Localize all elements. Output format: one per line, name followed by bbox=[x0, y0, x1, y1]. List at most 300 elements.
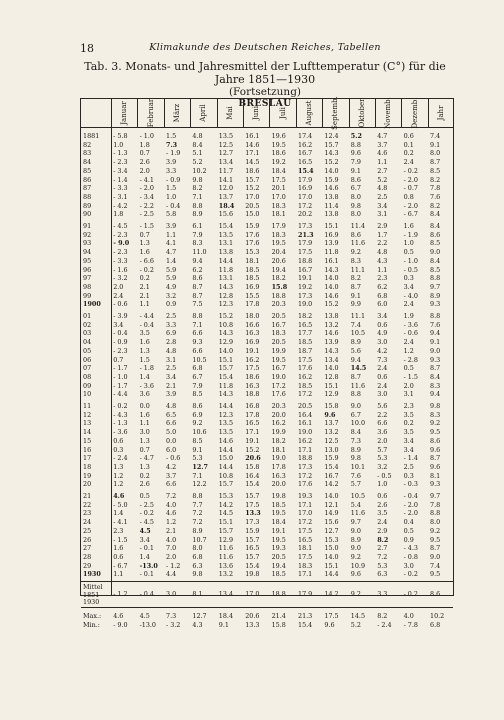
table-cell: 2.0 bbox=[139, 166, 150, 175]
table-cell: 12.5 bbox=[324, 436, 339, 445]
table-cell: 9.2 bbox=[430, 419, 441, 428]
table-cell: - 3.3 bbox=[113, 256, 128, 265]
table-cell: - 1.9 bbox=[166, 149, 181, 158]
table-cell: 18.5 bbox=[271, 570, 286, 579]
table-cell: 15.6 bbox=[324, 518, 339, 527]
table-cell: 10.0 bbox=[350, 419, 366, 428]
table-cell: 4.0 bbox=[166, 500, 177, 509]
table-cell: 18.4 bbox=[218, 201, 235, 210]
table-cell: 7.5 bbox=[192, 300, 203, 309]
row-year-label: 93 bbox=[83, 239, 92, 248]
table-cell: 9.1 bbox=[430, 338, 441, 347]
table-cell: 7.1 bbox=[192, 320, 203, 329]
table-cell: 11.7 bbox=[218, 166, 234, 175]
caption-continuation: (Fortsetzung) bbox=[228, 86, 302, 98]
table-cell: - 0.1 bbox=[139, 544, 154, 553]
table-cell: 9.2 bbox=[350, 248, 361, 257]
table-cell: 1.6 bbox=[139, 410, 150, 419]
table-cell: 0.4 bbox=[403, 518, 414, 527]
table-cell: 2.9 bbox=[377, 526, 388, 535]
table-cell: 11.1 bbox=[350, 265, 366, 274]
mean-cell: 9.2 bbox=[350, 590, 361, 598]
table-cell: 18.4 bbox=[271, 518, 286, 527]
table-cell: 16.7 bbox=[298, 265, 313, 274]
table-cell: 9.8 bbox=[350, 454, 361, 463]
table-cell: 16.1 bbox=[245, 132, 260, 140]
table-cell: 8.5 bbox=[430, 265, 441, 274]
mean-cell: - 0.4 bbox=[139, 590, 154, 598]
max-cell: 4.5 bbox=[139, 612, 150, 620]
table-cell: 18.3 bbox=[298, 561, 313, 570]
header-divider bbox=[428, 99, 429, 127]
header-divider bbox=[190, 99, 191, 127]
table-cell: 6.5 bbox=[166, 410, 177, 419]
table-cell: 15.7 bbox=[218, 526, 234, 535]
table-cell: 4.8 bbox=[166, 402, 177, 410]
table-cell: 11.1 bbox=[350, 312, 366, 320]
table-cell: 12.8 bbox=[218, 291, 234, 300]
column-header bbox=[375, 99, 401, 127]
table-cell: 9.6 bbox=[430, 462, 441, 471]
table-cell: 16.8 bbox=[245, 402, 260, 410]
table-cell: 9.8 bbox=[192, 570, 203, 579]
table-cell: 9.8 bbox=[430, 402, 441, 410]
table-cell: 16.7 bbox=[298, 149, 313, 158]
row-year-label: 26 bbox=[83, 535, 92, 544]
table-cell: 14.6 bbox=[324, 184, 339, 193]
table-cell: 4.9 bbox=[166, 282, 177, 291]
row-year-label: 96 bbox=[83, 265, 92, 274]
table-cell: 4.3 bbox=[377, 256, 388, 265]
table-cell: 10.9 bbox=[350, 561, 366, 570]
table-cell: 17.1 bbox=[298, 500, 313, 509]
table-cell: 16.5 bbox=[245, 419, 260, 428]
table-cell: 8.5 bbox=[192, 436, 203, 445]
row-year-label: 02 bbox=[83, 320, 92, 329]
table-cell: 8.4 bbox=[430, 210, 441, 219]
table-cell: 11.6 bbox=[350, 381, 366, 390]
table-cell: 8.5 bbox=[430, 166, 441, 175]
table-cell: 15.1 bbox=[218, 355, 234, 364]
table-cell: - 4.3 bbox=[113, 410, 128, 419]
table-cell: 17.2 bbox=[298, 201, 313, 210]
table-cell: 13.7 bbox=[324, 419, 339, 428]
table-cell: 14.5 bbox=[350, 364, 367, 373]
table-cell: 5.2 bbox=[350, 132, 362, 140]
table-cell: 2.3 bbox=[377, 274, 388, 283]
table-cell: 9.3 bbox=[430, 480, 441, 489]
table-cell: 9.1 bbox=[192, 445, 203, 454]
max-cell: 18.4 bbox=[218, 612, 234, 620]
table-cell: 8.0 bbox=[350, 210, 361, 219]
min-row-label: Min.: bbox=[83, 621, 100, 629]
table-cell: 13.1 bbox=[218, 274, 234, 283]
column-header-label: Februar bbox=[146, 98, 155, 128]
table-cell: 10.8 bbox=[218, 320, 234, 329]
table-cell: 17.5 bbox=[298, 526, 313, 535]
table-cell: 8.7 bbox=[430, 454, 441, 463]
table-cell: 0.7 bbox=[139, 445, 150, 454]
table-cell: 20.5 bbox=[271, 338, 286, 347]
table-cell: 15.0 bbox=[245, 210, 260, 219]
table-cell: 0.2 bbox=[139, 471, 150, 480]
row-year-label: 25 bbox=[83, 526, 92, 535]
table-cell: 15.1 bbox=[324, 561, 339, 570]
table-cell: 13.2 bbox=[218, 570, 234, 579]
table-cell: 9.0 bbox=[350, 544, 361, 553]
table-cell: 9.0 bbox=[350, 526, 361, 535]
table-cell: 17.5 bbox=[271, 175, 286, 184]
row-year-label: 03 bbox=[83, 329, 92, 338]
table-cell: 2.2 bbox=[377, 239, 388, 248]
table-cell: 16.9 bbox=[245, 338, 260, 347]
table-cell: 8.5 bbox=[430, 239, 441, 248]
mean-cell: 8.1 bbox=[192, 590, 203, 598]
table-cell: 15.8 bbox=[271, 282, 288, 291]
table-cell: 10.1 bbox=[350, 462, 366, 471]
table-cell: 6.7 bbox=[192, 372, 203, 381]
table-cell: 18.3 bbox=[271, 329, 286, 338]
table-cell: 8.1 bbox=[430, 471, 441, 480]
column-divider bbox=[111, 99, 112, 595]
table-cell: 18.8 bbox=[271, 291, 286, 300]
table-cell: 1.6 bbox=[113, 544, 124, 553]
table-cell: 1.8 bbox=[113, 210, 124, 219]
table-cell: 19.3 bbox=[298, 492, 313, 500]
table-cell: 0.7 bbox=[139, 149, 150, 158]
mean-cell: 17.0 bbox=[245, 590, 260, 598]
table-cell: 9.3 bbox=[430, 355, 441, 364]
temperature-table bbox=[80, 96, 454, 629]
table-cell: 8.4 bbox=[192, 140, 203, 149]
table-cell: - 4.4 bbox=[139, 312, 154, 320]
table-cell: 15.1 bbox=[324, 381, 339, 390]
table-cell: 14.6 bbox=[324, 329, 339, 338]
table-cell: 14.6 bbox=[324, 291, 339, 300]
table-cell: 1.1 bbox=[377, 265, 388, 274]
table-cell: 8.7 bbox=[430, 364, 441, 373]
table-cell: 4.6 bbox=[377, 149, 388, 158]
table-cell: 3.5 bbox=[403, 428, 414, 437]
table-cell: 16.9 bbox=[298, 184, 313, 193]
table-cell: - 3.4 bbox=[139, 192, 154, 201]
table-cell: 7.9 bbox=[350, 158, 361, 167]
table-cell: 1.0 bbox=[403, 239, 414, 248]
table-cell: - 2.3 bbox=[113, 158, 128, 167]
table-cell: 1.3 bbox=[139, 239, 150, 248]
table-cell: 11.8 bbox=[324, 248, 339, 257]
table-cell: 8.9 bbox=[350, 445, 361, 454]
table-cell: 17.3 bbox=[298, 222, 313, 230]
table-cell: 8.8 bbox=[192, 492, 203, 500]
table-cell: 1.4 bbox=[113, 509, 124, 518]
table-cell: 19.1 bbox=[271, 526, 286, 535]
table-cell: 13.5 bbox=[218, 132, 234, 140]
table-cell: 0.6 bbox=[113, 552, 124, 561]
table-cell: 12.7 bbox=[218, 149, 234, 158]
table-cell: 14.0 bbox=[324, 492, 339, 500]
table-cell: 0.2 bbox=[139, 274, 150, 283]
max-cell: 10.2 bbox=[430, 612, 445, 620]
mean-cell: - 0.2 bbox=[403, 590, 418, 598]
table-cell: 13.5 bbox=[218, 230, 234, 239]
row-year-label: 17 bbox=[83, 454, 92, 463]
table-cell: 6.8 bbox=[377, 291, 388, 300]
table-cell: 16.1 bbox=[298, 419, 313, 428]
table-cell: 15.3 bbox=[245, 248, 260, 257]
table-cell: 7.1 bbox=[192, 471, 203, 480]
table-cell: 8.0 bbox=[350, 192, 361, 201]
table-cell: 8.4 bbox=[430, 256, 441, 265]
table-cell: - 1.4 bbox=[403, 454, 418, 463]
column-header-label: August bbox=[304, 100, 313, 126]
table-cell: 5.7 bbox=[350, 480, 361, 489]
table-cell: 0.6 bbox=[377, 320, 388, 329]
table-cell: 3.4 bbox=[166, 372, 177, 381]
table-cell: 16.2 bbox=[271, 419, 286, 428]
table-cell: 7.2 bbox=[192, 518, 203, 527]
column-header-label: Mai bbox=[225, 106, 234, 120]
table-cell: 8.0 bbox=[192, 544, 203, 553]
table-cell: 1.4 bbox=[139, 372, 150, 381]
table-cell: - 4.1 bbox=[139, 175, 154, 184]
table-cell: 8.4 bbox=[430, 222, 441, 230]
table-cell: 14.0 bbox=[218, 346, 234, 355]
table-cell: 14.4 bbox=[218, 256, 234, 265]
row-year-label: 84 bbox=[83, 158, 92, 167]
table-cell: 3.4 bbox=[377, 312, 388, 320]
row-year-label: 16 bbox=[83, 445, 92, 454]
table-cell: 15.7 bbox=[324, 140, 339, 149]
table-cell: 1.7 bbox=[377, 230, 388, 239]
table-cell: 1.2 bbox=[113, 471, 124, 480]
table-cell: 9.0 bbox=[350, 402, 361, 410]
table-cell: - 0.4 bbox=[113, 329, 128, 338]
table-cell: 8.4 bbox=[430, 372, 441, 381]
table-cell: 7.2 bbox=[166, 492, 177, 500]
table-cell: 19.1 bbox=[298, 274, 313, 283]
table-cell: 0.6 bbox=[403, 132, 414, 140]
table-cell: - 1.9 bbox=[403, 230, 418, 239]
table-cell: 5.1 bbox=[192, 149, 203, 158]
row-year-label: 85 bbox=[83, 166, 92, 175]
table-cell: 1.1 bbox=[113, 570, 124, 579]
table-cell: 7.4 bbox=[350, 320, 361, 329]
table-cell: 1.8 bbox=[139, 140, 150, 149]
table-cell: 17.9 bbox=[298, 239, 313, 248]
min-cell: - 2.4 bbox=[377, 621, 392, 629]
row-year-label: 89 bbox=[83, 201, 92, 210]
table-cell: 13.8 bbox=[324, 312, 339, 320]
table-cell: - 0.5 bbox=[403, 265, 418, 274]
table-cell: - 0.2 bbox=[139, 265, 154, 274]
table-cell: 13.8 bbox=[324, 192, 339, 201]
table-cell: 17.5 bbox=[298, 355, 313, 364]
table-cell: 15.1 bbox=[218, 518, 234, 527]
table-cell: 7.4 bbox=[430, 561, 441, 570]
table-cell: 4.8 bbox=[166, 346, 177, 355]
column-header bbox=[137, 99, 163, 127]
header-divider bbox=[269, 99, 270, 127]
table-cell: 9.7 bbox=[430, 282, 441, 291]
table-cell: 15.2 bbox=[218, 312, 234, 320]
row-year-label: 04 bbox=[83, 338, 92, 347]
table-cell: 11.6 bbox=[350, 509, 366, 518]
table-cell: 2.0 bbox=[377, 436, 388, 445]
table-cell: 18.5 bbox=[298, 338, 313, 347]
table-cell: 20.5 bbox=[271, 312, 286, 320]
row-year-label: 27 bbox=[83, 544, 92, 553]
table-cell: 6.0 bbox=[377, 300, 388, 309]
table-cell: 16.3 bbox=[245, 381, 260, 390]
table-cell: 6.6 bbox=[192, 346, 203, 355]
table-cell: 6.8 bbox=[192, 364, 203, 373]
table-cell: 5.3 bbox=[192, 454, 203, 463]
table-cell: 12.7 bbox=[324, 526, 339, 535]
table-cell: - 5.0 bbox=[113, 500, 128, 509]
table-cell: 0.9 bbox=[403, 535, 414, 544]
table-cell: 3.0 bbox=[377, 338, 388, 347]
min-cell: - 9.0 bbox=[113, 621, 128, 629]
table-cell: 15.3 bbox=[218, 492, 234, 500]
table-cell: 19.5 bbox=[271, 355, 286, 364]
column-header-label: Oktober bbox=[357, 98, 366, 128]
table-cell: 18.6 bbox=[271, 149, 286, 158]
table-cell: - 3.1 bbox=[113, 192, 128, 201]
table-cell: 9.8 bbox=[350, 201, 361, 210]
table-cell: 13.1 bbox=[218, 239, 234, 248]
table-cell: - 1.5 bbox=[403, 372, 418, 381]
header-divider bbox=[243, 99, 244, 127]
table-cell: 19.2 bbox=[298, 282, 313, 291]
table-cell: 15.2 bbox=[324, 300, 339, 309]
table-cell: 3.0 bbox=[139, 428, 150, 437]
max-cell: 21.4 bbox=[271, 612, 286, 620]
table-cell: - 1.5 bbox=[139, 222, 154, 230]
row-year-label: 29 bbox=[83, 561, 92, 570]
row-year-label: 05 bbox=[83, 346, 92, 355]
table-cell: 15.9 bbox=[245, 222, 260, 230]
table-cell: - 0.2 bbox=[403, 166, 418, 175]
table-cell: - 3.2 bbox=[113, 274, 128, 283]
table-cell: - 5.8 bbox=[113, 132, 128, 140]
table-cell: 8.6 bbox=[430, 436, 441, 445]
table-cell: 10.8 bbox=[218, 471, 234, 480]
row-year-label: 83 bbox=[83, 149, 92, 158]
row-year-label: 86 bbox=[83, 175, 92, 184]
min-cell: 15.8 bbox=[271, 621, 286, 629]
table-cell: 18.5 bbox=[271, 500, 286, 509]
table-cell: 18.7 bbox=[298, 346, 313, 355]
row-year-label: 15 bbox=[83, 436, 92, 445]
table-cell: 7.8 bbox=[430, 184, 441, 193]
table-cell: 7.6 bbox=[430, 192, 441, 201]
table-cell: 6.9 bbox=[192, 410, 203, 419]
table-cell: 9.3 bbox=[430, 300, 441, 309]
table-cell: 1.5 bbox=[166, 184, 177, 193]
table-cell: 4.6 bbox=[113, 492, 125, 500]
table-cell: 4.1 bbox=[166, 239, 177, 248]
row-year-label: 95 bbox=[83, 256, 92, 265]
column-header-label: Juli bbox=[278, 107, 287, 119]
column-header-label: Septemb. bbox=[331, 96, 340, 130]
mean-cell: 14.2 bbox=[324, 590, 339, 598]
table-cell: 19.4 bbox=[271, 561, 286, 570]
table-cell: 19.5 bbox=[271, 239, 286, 248]
row-year-label: 09 bbox=[83, 381, 92, 390]
table-cell: 15.0 bbox=[218, 454, 234, 463]
mean-cell: 3.3 bbox=[377, 590, 388, 598]
table-cell: 8.3 bbox=[430, 381, 441, 390]
table-cell: 3.1 bbox=[377, 210, 388, 219]
table-cell: 6.0 bbox=[166, 445, 177, 454]
table-cell: 19.1 bbox=[245, 436, 260, 445]
table-cell: 19.0 bbox=[298, 300, 313, 309]
table-cell: 15.0 bbox=[324, 544, 339, 553]
table-cell: 18.1 bbox=[271, 445, 286, 454]
table-cell: - 0.6 bbox=[113, 300, 128, 309]
table-cell: 2.5 bbox=[377, 192, 388, 201]
table-cell: 12.2 bbox=[192, 480, 207, 489]
table-cell: 13.4 bbox=[218, 158, 234, 167]
table-cell: 1.3 bbox=[139, 462, 150, 471]
header-divider bbox=[137, 99, 138, 127]
table-cell: - 6.7 bbox=[113, 561, 128, 570]
table-cell: 9.1 bbox=[350, 291, 361, 300]
table-cell: 2.3 bbox=[403, 402, 414, 410]
table-cell: 10.5 bbox=[350, 329, 366, 338]
table-cell: 2.4 bbox=[403, 338, 414, 347]
table-cell: 3.3 bbox=[166, 166, 177, 175]
table-cell: 10.2 bbox=[192, 166, 207, 175]
table-cell: 9.3 bbox=[192, 338, 203, 347]
table-cell: 6.8 bbox=[192, 552, 203, 561]
table-cell: 0.2 bbox=[403, 149, 414, 158]
table-cell: 17.4 bbox=[298, 132, 313, 140]
table-cell: 8.6 bbox=[430, 230, 441, 239]
table-cell: 17.0 bbox=[245, 192, 260, 201]
column-header bbox=[111, 99, 137, 127]
table-cell: 9.8 bbox=[192, 175, 203, 184]
table-cell: 9.7 bbox=[350, 518, 361, 527]
table-cell: 8.7 bbox=[350, 282, 361, 291]
header-divider bbox=[401, 99, 402, 127]
column-header-label: Jahr bbox=[436, 105, 445, 121]
table-cell: 5.3 bbox=[377, 561, 388, 570]
table-cell: 3.0 bbox=[377, 390, 388, 399]
table-cell: 15.4 bbox=[218, 222, 234, 230]
table-cell: 2.6 bbox=[377, 500, 388, 509]
table-cell: 19.5 bbox=[271, 140, 286, 149]
table-cell: 9.0 bbox=[430, 552, 441, 561]
table-cell: 21.3 bbox=[298, 230, 314, 239]
table-cell: 11.0 bbox=[192, 248, 207, 257]
table-cell: - 2.0 bbox=[403, 509, 418, 518]
table-cell: 15.7 bbox=[245, 535, 260, 544]
table-cell: 17.8 bbox=[245, 300, 260, 309]
table-cell: 3.9 bbox=[166, 158, 177, 167]
table-cell: 4.8 bbox=[377, 248, 388, 257]
table-cell: 20.5 bbox=[298, 402, 313, 410]
table-cell: 8.7 bbox=[430, 544, 441, 553]
table-cell: 8.6 bbox=[192, 274, 203, 283]
table-cell: 0.5 bbox=[403, 248, 414, 257]
table-cell: 19.5 bbox=[271, 535, 286, 544]
table-cell: 15.1 bbox=[324, 222, 339, 230]
table-cell: - 2.5 bbox=[139, 210, 154, 219]
table-cell: 13.5 bbox=[218, 419, 234, 428]
table-cell: 3.5 bbox=[139, 329, 150, 338]
